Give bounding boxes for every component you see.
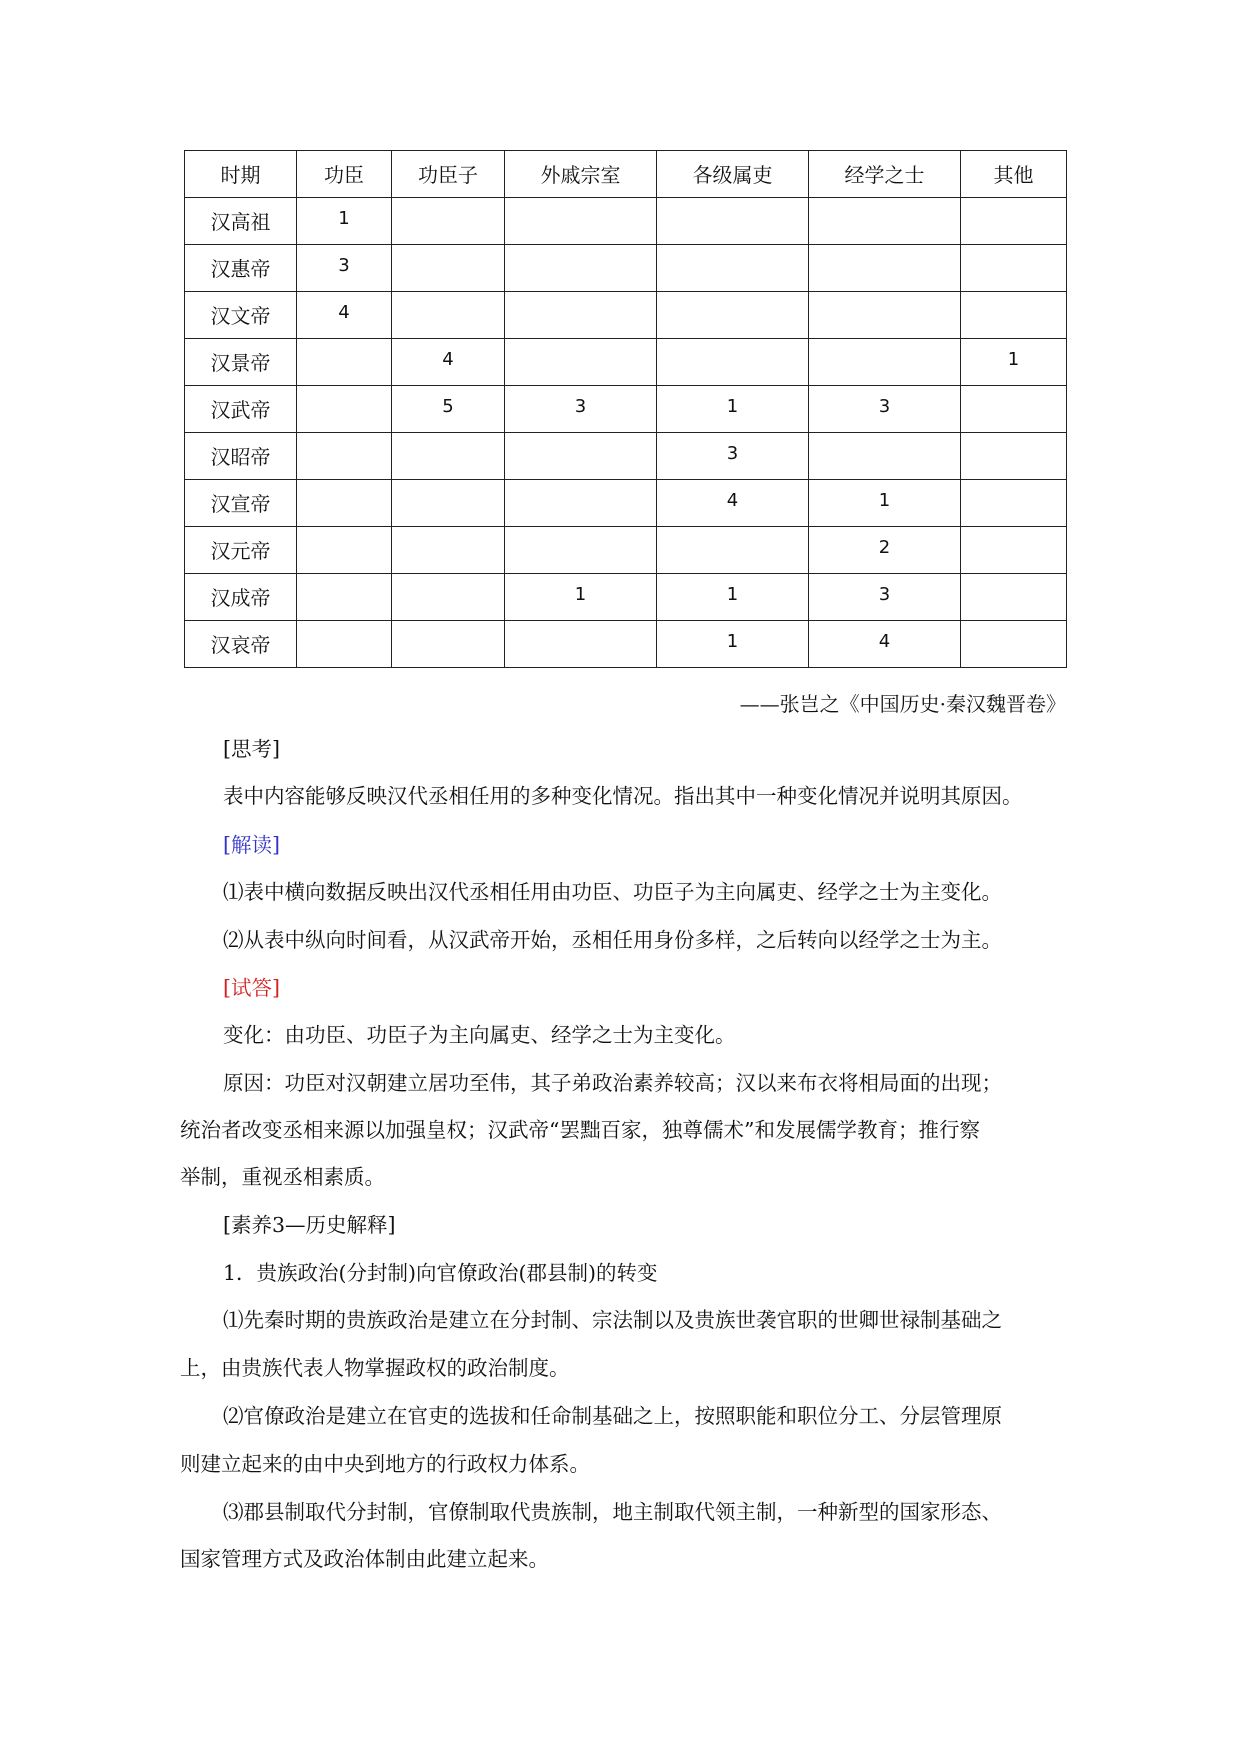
table-row [185,245,1067,292]
count-cell: 1 [297,198,392,245]
table-row [185,198,1067,245]
count-cell [505,198,657,245]
chancellor-origin-table [184,150,1067,668]
literacy-point-2-line-2: 则建立起来的由中央到地方的行政权力体系。 [180,1452,590,1476]
count-cell [961,433,1067,480]
count-cell [961,480,1067,527]
count-cell [392,527,505,574]
answer-heading: [试答] [223,976,280,1000]
count-cell [809,198,961,245]
table-body [185,198,1067,668]
table-row [185,386,1067,433]
count-cell [505,245,657,292]
table-row [185,527,1067,574]
count-cell: 1 [961,339,1067,386]
count-cell [961,292,1067,339]
period-cell: 汉景帝 [185,339,297,386]
literacy-point-2-line-1: ⑵官僚政治是建立在官吏的选拔和任命制基础之上，按照职能和职位分工、分层管理原 [223,1404,1002,1428]
count-cell: 3 [297,245,392,292]
count-cell: 3 [657,433,809,480]
count-cell [297,527,392,574]
count-cell [657,245,809,292]
table-row [185,621,1067,668]
column-header: 经学之士 [809,151,961,198]
literacy-point-1-line-2: 上，由贵族代表人物掌握政权的政治制度。 [180,1356,570,1380]
think-question: 表中内容能够反映汉代丞相任用的多种变化情况。指出其中一种变化情况并说明其原因。 [223,784,1023,808]
header-row [185,151,1067,198]
literacy-item-1: 1．贵族政治(分封制)向官僚政治(郡县制)的转变 [223,1261,658,1285]
count-cell [297,621,392,668]
count-cell [961,574,1067,621]
period-cell: 汉成帝 [185,574,297,621]
period-cell: 汉元帝 [185,527,297,574]
count-cell: 3 [809,574,961,621]
count-cell [961,621,1067,668]
count-cell [297,480,392,527]
period-cell: 汉哀帝 [185,621,297,668]
count-cell [505,480,657,527]
column-header: 功臣子 [392,151,505,198]
table-row [185,339,1067,386]
count-cell: 4 [657,480,809,527]
count-cell [392,292,505,339]
interpretation-heading: [解读] [223,833,280,857]
count-cell: 3 [809,386,961,433]
table-row [185,574,1067,621]
count-cell: 1 [657,621,809,668]
count-cell [505,292,657,339]
count-cell: 5 [392,386,505,433]
column-header: 时期 [185,151,297,198]
count-cell: 1 [657,386,809,433]
period-cell: 汉武帝 [185,386,297,433]
count-cell [809,245,961,292]
table-header [185,151,1067,198]
count-cell: 1 [505,574,657,621]
count-cell: 3 [505,386,657,433]
interpretation-point-2: ⑵从表中纵向时间看，从汉武帝开始，丞相任用身份多样，之后转向以经学之士为主。 [223,928,1002,952]
column-header: 各级属吏 [657,151,809,198]
column-header: 其他 [961,151,1067,198]
count-cell [505,527,657,574]
literacy-point-3-line-2: 国家管理方式及政治体制由此建立起来。 [180,1547,549,1571]
count-cell [809,433,961,480]
think-heading: [思考] [223,737,280,761]
table-row [185,292,1067,339]
answer-reason-line-2: 统治者改变丞相来源以加强皇权；汉武帝“罢黜百家，独尊儒术”和发展儒学教育；推行察 [180,1118,980,1142]
count-cell [392,480,505,527]
column-header: 外戚宗室 [505,151,657,198]
count-cell [961,198,1067,245]
table-source-citation: ——张岂之《中国历史·秦汉魏晋卷》 [739,692,1066,716]
interpretation-point-1: ⑴表中横向数据反映出汉代丞相任用由功臣、功臣子为主向属吏、经学之士为主变化。 [223,880,1002,904]
column-header: 功臣 [297,151,392,198]
count-cell [809,339,961,386]
count-cell [392,198,505,245]
count-cell [297,339,392,386]
count-cell [657,527,809,574]
count-cell [657,292,809,339]
count-cell: 4 [392,339,505,386]
count-cell [809,292,961,339]
count-cell [961,527,1067,574]
count-cell [505,433,657,480]
count-cell [392,433,505,480]
period-cell: 汉惠帝 [185,245,297,292]
count-cell [961,386,1067,433]
officials-table-container [184,150,1066,668]
literacy-point-3-line-1: ⑶郡县制取代分封制，官僚制取代贵族制，地主制取代领主制，一种新型的国家形态、 [223,1500,1002,1524]
count-cell [297,386,392,433]
answer-reason-line-3: 举制，重视丞相素质。 [180,1165,385,1189]
answer-change: 变化：由功臣、功臣子为主向属吏、经学之士为主变化。 [223,1023,736,1047]
period-cell: 汉高祖 [185,198,297,245]
count-cell [505,621,657,668]
count-cell [961,245,1067,292]
period-cell: 汉文帝 [185,292,297,339]
count-cell [297,574,392,621]
count-cell [505,339,657,386]
literacy-heading: [素养3—历史解释] [223,1213,396,1237]
period-cell: 汉昭帝 [185,433,297,480]
count-cell [657,198,809,245]
table-row [185,433,1067,480]
count-cell: 4 [297,292,392,339]
count-cell [392,621,505,668]
count-cell [392,245,505,292]
count-cell: 2 [809,527,961,574]
answer-reason-line-1: 原因：功臣对汉朝建立居功至伟，其子弟政治素养较高；汉以来布衣将相局面的出现； [223,1071,1002,1095]
count-cell: 1 [657,574,809,621]
table-row [185,480,1067,527]
count-cell [392,574,505,621]
count-cell: 1 [809,480,961,527]
count-cell [657,339,809,386]
count-cell: 4 [809,621,961,668]
period-cell: 汉宣帝 [185,480,297,527]
count-cell [297,433,392,480]
literacy-point-1-line-1: ⑴先秦时期的贵族政治是建立在分封制、宗法制以及贵族世袭官职的世卿世禄制基础之 [223,1308,1002,1332]
